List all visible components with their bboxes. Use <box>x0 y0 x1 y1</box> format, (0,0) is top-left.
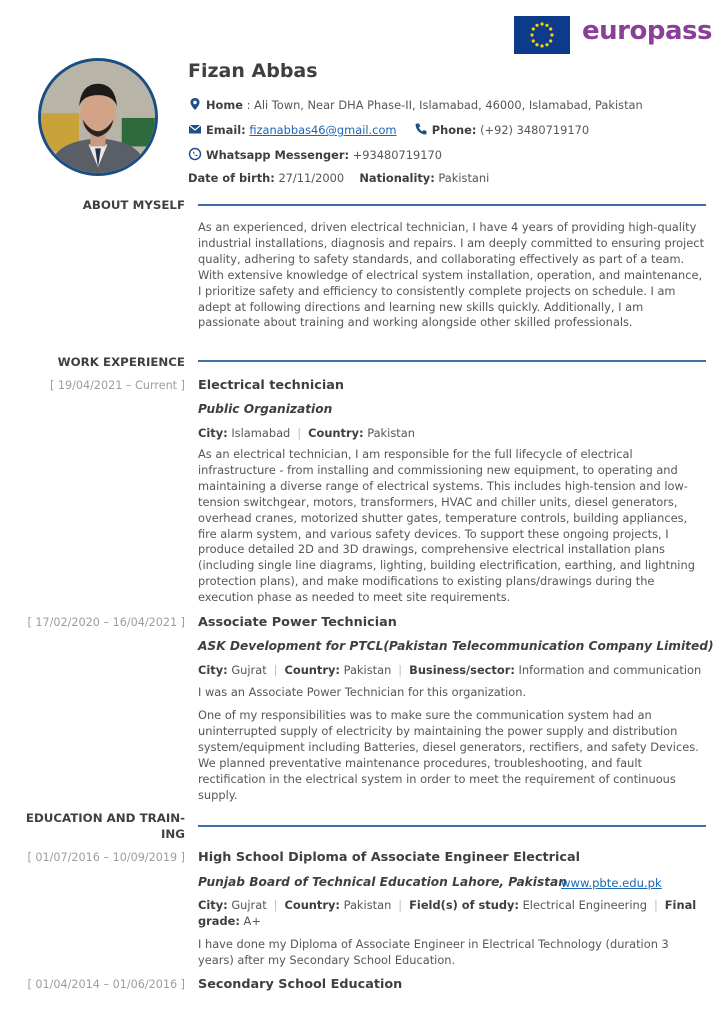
about-section-title: ABOUT MYSELF <box>82 198 185 212</box>
person-name: Fizan Abbas <box>188 60 318 82</box>
email-link[interactable]: fizanabbas46@gmail.com <box>249 123 397 137</box>
edu-1-date: [ 01/07/2016 – 10/09/2019 ] <box>27 851 185 864</box>
home-value: : Ali Town, Near DHA Phase-II, Islamabad, 46000, Islamabad, Pakistan <box>242 98 643 112</box>
phone-label: Phone: <box>431 123 477 137</box>
profile-photo <box>38 58 158 176</box>
country-label: Country: <box>284 663 340 677</box>
location-icon <box>188 97 202 111</box>
job-2-description: One of my responsibilities was to make sure the communication system had an uninterrupted supply of electricity by maintaining the power supply and distribution system/equipment including Batteries, diesel generators, rectifiers, and safety Devices. We planned preventative maintenance procedures, troubleshooting, and fault rectification in the electrical system in order to meet the requirement of continuous supply. <box>198 708 699 802</box>
grade-value: A+ <box>243 913 261 928</box>
job-1-date: [ 19/04/2021 – Current ] <box>49 379 185 392</box>
edu-1-qualification: High School Diploma of Associate Engineer Electrical <box>198 850 580 865</box>
country-value: Pakistan <box>367 426 415 440</box>
country-label: Country: <box>308 426 364 440</box>
dob-label: Date of birth: <box>188 171 275 185</box>
city-label: City: <box>198 898 228 912</box>
whatsapp-row <box>188 147 442 162</box>
edu-2-date: [ 01/04/2014 – 01/06/2016 ] <box>27 978 185 991</box>
nationality-label: Nationality: <box>359 171 435 185</box>
about-divider <box>198 204 706 206</box>
edu-1-details: City: Gujrat | Country: Pakistan | Field(s) of study: Electrical Engineering | Final grade: A+ <box>198 898 697 928</box>
country-value: Pakistan <box>343 663 392 677</box>
phone-value: (+92) 3480719170 <box>480 123 590 137</box>
job-1-employer: Public Organization <box>198 402 333 416</box>
city-value: Islamabad <box>231 426 291 440</box>
work-divider <box>198 360 706 362</box>
edu-1-description: I have done my Diploma of Associate Engineer in Electrical Technology (duration 3 years) after my Secondary School Education. <box>198 937 669 967</box>
contact-row <box>188 122 589 137</box>
birth-nationality-row <box>188 171 489 185</box>
edu-1-website-link[interactable]: www.pbte.edu.pk <box>561 876 662 890</box>
education-divider <box>198 825 706 827</box>
europass-wordmark: europass <box>582 16 712 46</box>
job-1-description: As an electrical technician, I am responsible for the full lifecycle of electrical infrastructure - from installing and commissioning new equipment, to operating and maintaining a diverse range of electrical systems. This includes high-tension and low-tension switchgear, motors, transformers, HVAC and chiller units, diesel generators, overhead cranes, motorized shutter gates, temperature controls, building appliances, fire alarm system, and various safety devices. To support these ongoing projects, I produce detailed 2D and 3D drawings, comprehensive electrical installation plans (including single line diagrams, lighting, building electrification, earthing, and lightning protection plans), and make modifications to existing plans/drawings during the execution phase as needed to meet site requirements. <box>198 447 695 605</box>
city-label: City: <box>198 426 228 440</box>
sector-value: Information and communication <box>518 663 702 677</box>
education-title-line-1: EDUCATION AND TRAIN- <box>25 811 185 825</box>
sector-label: Business/sector: <box>409 663 515 677</box>
country-label: Country: <box>284 898 340 912</box>
education-title-line-2: ING <box>161 827 185 841</box>
whatsapp-icon <box>188 147 202 161</box>
email-icon <box>188 122 202 136</box>
job-1-position: Electrical technician <box>198 378 344 393</box>
about-text: As an experienced, driven electrical technician, I have 4 years of providing high-quality industrial installations, diagnosis and repairs. I am deeply committed to ensuring project quality, adhering to safety standards, and collaborating effectively as part of a team. With extensive knowledge of electrical system installation, operation, and maintenance, I prioritize safety and efficiency to consistently complete projects on schedule. I am adept at following directions and learning new skills quickly. Additionally, I am passionate about training and working alongside other skilled professionals. <box>198 220 705 330</box>
job-2-position: Associate Power Technician <box>198 615 397 630</box>
job-2-location: City: Gujrat | Country: Pakistan | Business/sector: Information and communication <box>198 663 702 677</box>
education-section-title <box>26 810 185 842</box>
country-value: Pakistan <box>343 898 392 912</box>
job-2-summary: I was an Associate Power Technician for this organization. <box>198 685 527 699</box>
europass-logo <box>514 14 710 56</box>
city-value: Gujrat <box>231 663 267 677</box>
whatsapp-label: Whatsapp Messenger: <box>206 148 350 162</box>
phone-icon <box>414 122 428 136</box>
home-address-row <box>188 97 643 112</box>
job-1-location: City: Islamabad | Country: Pakistan <box>198 426 415 440</box>
grade-label-part-1: Final <box>664 898 697 912</box>
dob-value: 27/11/2000 <box>278 171 345 185</box>
job-2-date: [ 17/02/2020 – 16/04/2021 ] <box>27 616 185 629</box>
work-section-title: WORK EXPERIENCE <box>57 355 185 369</box>
city-value: Gujrat <box>231 898 267 912</box>
city-label: City: <box>198 663 228 677</box>
email-label: Email: <box>206 123 246 137</box>
nationality-value: Pakistani <box>438 171 490 185</box>
eu-flag-icon <box>514 16 570 54</box>
edu-1-institution: Punjab Board of Technical Education Lahore, Pakistan <box>198 875 567 889</box>
field-label: Field(s) of study: <box>409 898 519 912</box>
grade-label-part-2: grade: <box>198 913 240 928</box>
home-label: Home <box>206 98 243 112</box>
job-2-employer: ASK Development for PTCL(Pakistan Telecommunication Company Limited) <box>198 639 714 653</box>
field-value: Electrical Engineering <box>522 898 647 912</box>
edu-2-qualification: Secondary School Education <box>198 977 403 992</box>
whatsapp-value: +93480719170 <box>352 148 442 162</box>
